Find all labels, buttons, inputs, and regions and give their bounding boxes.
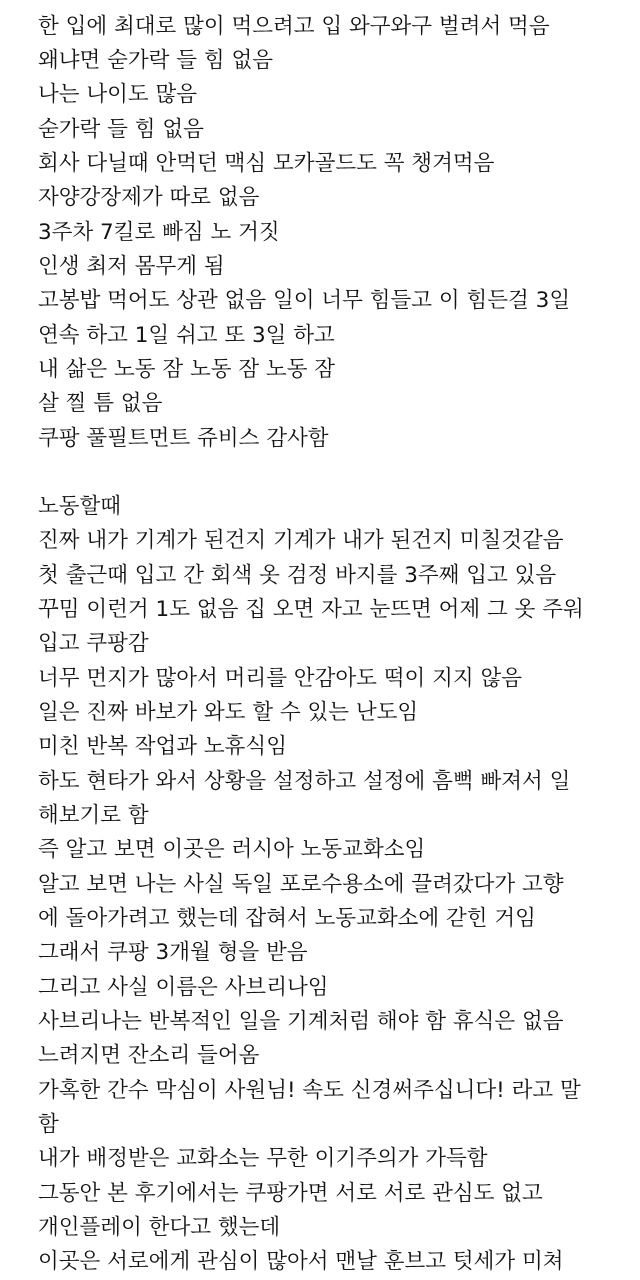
text-line: 알고 보면 나는 사실 독일 포로수용소에 끌려갔다가 고향 xyxy=(38,872,564,897)
text-line: 그리고 사실 이름은 사브리나임 xyxy=(38,975,329,1000)
text-line: 일은 진짜 바보가 와도 할 수 있는 난도임 xyxy=(38,700,419,725)
text-line: 연속 하고 1일 쉬고 또 3일 하고 xyxy=(38,323,335,348)
text-line: 숟가락 들 힘 없음 xyxy=(38,117,204,142)
text-line: 인생 최저 몸무게 됨 xyxy=(38,254,225,279)
text-line: 함 xyxy=(38,1112,59,1137)
text-line: 너무 먼지가 많아서 머리를 안감아도 떡이 지지 않음 xyxy=(38,666,522,691)
text-line: 나는 나이도 많음 xyxy=(38,82,198,107)
text-line: 진짜 내가 기계가 된건지 기계가 내가 된건지 미칠것같음 xyxy=(38,528,564,553)
text-line: 미친 반복 작업과 노휴식임 xyxy=(38,734,287,759)
text-line: 하도 현타가 와서 상황을 설정하고 설정에 흠뻑 빠져서 일 xyxy=(38,769,571,794)
text-line: 그래서 쿠팡 3개월 형을 받음 xyxy=(38,940,308,965)
text-line: 고봉밥 먹어도 상관 없음 일이 너무 힘들고 이 힘든걸 3일 xyxy=(38,288,571,313)
text-line: 에 돌아가려고 했는데 잡혀서 노동교화소에 갇힌 거임 xyxy=(38,906,536,931)
text-line: 가혹한 간수 막심이 사원님! 속도 신경써주십니다! 라고 말 xyxy=(38,1078,581,1103)
text-line: 회사 다닐때 안먹던 맥심 모카골드도 꼭 챙겨먹음 xyxy=(38,151,495,176)
section-heading: 노동할때 xyxy=(38,494,122,519)
text-line: 그동안 본 후기에서는 쿠팡가면 서로 서로 관심도 없고 xyxy=(38,1181,543,1206)
text-line: 느려지면 잔소리 들어옴 xyxy=(38,1043,260,1068)
text-line: 살 찔 틈 없음 xyxy=(38,391,163,416)
text-line: 개인플레이 한다고 했는데 xyxy=(38,1215,281,1240)
text-line: 사브리나는 반복적인 일을 기계처럼 해야 함 휴식은 없음 xyxy=(38,1009,564,1034)
text-line: 입고 쿠팡감 xyxy=(38,631,149,656)
text-line: 해보기로 함 xyxy=(38,803,149,828)
text-line-partial: 이곳은 서로에게 관심이 많아서 맨날 훈브고 텃세가 미쳐 xyxy=(38,1249,564,1274)
text-line: 왜냐면 숟가락 들 힘 없음 xyxy=(38,48,274,73)
text-line: 내 삶은 노동 잠 노동 잠 노동 잠 xyxy=(38,357,336,382)
text-line: 한 입에 최대로 많이 먹으려고 입 와구와구 벌려서 먹음 xyxy=(38,14,550,39)
text-line: 내가 배정받은 교화소는 무한 이기주의가 가득함 xyxy=(38,1146,488,1171)
text-line: 첫 출근때 입고 간 회색 옷 검정 바지를 3주째 입고 있음 xyxy=(38,563,557,588)
text-line: 자양강장제가 따로 없음 xyxy=(38,185,260,210)
text-line: 3주차 7킬로 빠짐 노 거짓 xyxy=(38,220,280,245)
text-line: 쿠팡 풀필트먼트 쥬비스 감사함 xyxy=(38,426,329,451)
text-line: 즉 알고 보면 이곳은 러시아 노동교화소임 xyxy=(38,837,426,862)
text-line: 꾸밈 이런거 1도 없음 집 오면 자고 눈뜨면 어제 그 옷 주워 xyxy=(38,597,584,622)
